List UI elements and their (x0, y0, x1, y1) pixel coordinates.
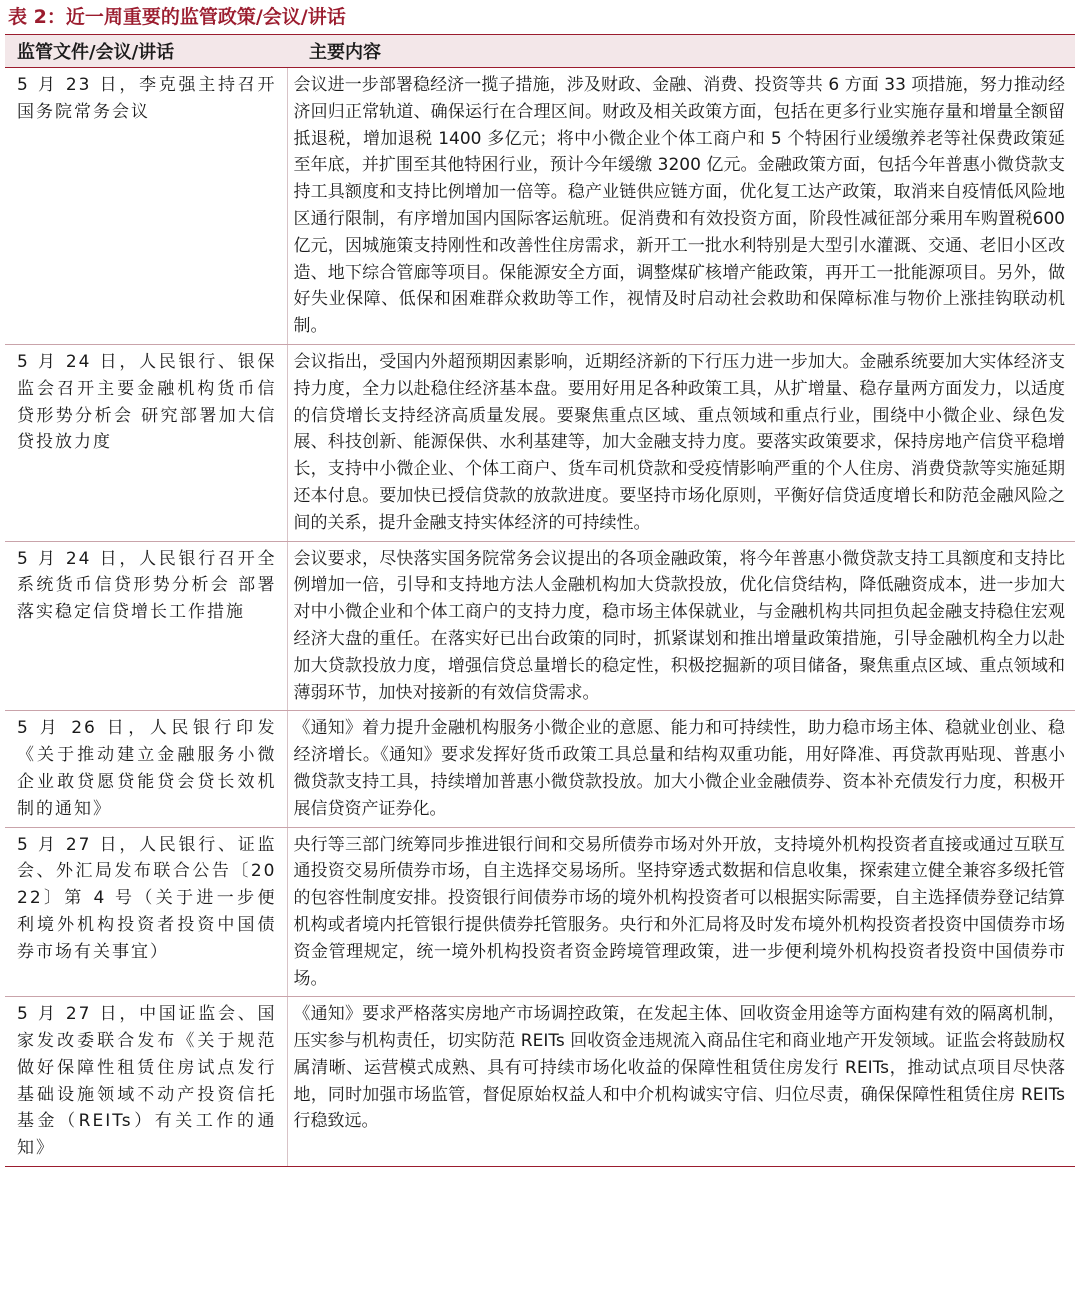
row-document: 5 月 26 日，人民银行印发《关于推动建立金融服务小微企业敢贷愿贷能贷会贷长效机制的通知》 (5, 711, 287, 827)
row-content: 《通知》要求严格落实房地产市场调控政策，在发起主体、回收资金用途等方面构建有效的隔离机制，压实参与机构责任，切实防范 REITs 回收资金违规流入商品住宅和商业地产开发领域。证监会将鼓励权属清晰、运营模式成熟、具有可持续市场化收益的保障性租赁住房发行 REITs，推动试点项目尽快落地，同时加强市场监管，督促原始权益人和中介机构诚实守信、归位尽责，确保保障性租赁住房 REITs 行稳致远。 (287, 997, 1075, 1167)
row-content: 会议指出，受国内外超预期因素影响，近期经济新的下行压力进一步加大。金融系统要加大实体经济支持力度，全力以赴稳住经济基本盘。要用好用足各种政策工具，从扩增量、稳存量两方面发力，以适度的信贷增长支持经济高质量发展。要聚焦重点区域、重点领域和重点行业，围绕中小微企业、绿色发展、科技创新、能源保供、水利基建等，加大金融支持力度。要落实政策要求，保持房地产信贷平稳增长，支持中小微企业、个体工商户、货车司机贷款和受疫情影响严重的个人住房、消费贷款等实施延期还本付息。要加快已授信贷款的放款进度。要坚持市场化原则，平衡好信贷适度增长和防范金融风险之间的关系，提升金融支持实体经济的可持续性。 (287, 344, 1075, 541)
row-content: 会议进一步部署稳经济一揽子措施，涉及财政、金融、消费、投资等共 6 方面 33 项措施，努力推动经济回归正常轨道、确保运行在合理区间。财政及相关政策方面，包括在更多行业实施存量和增量全额留抵退税，增加退税 1400 多亿元；将中小微企业个体工商户和 5 个特困行业缓缴养老等社保费政策延至年底，并扩围至其他特困行业，预计今年缓缴 3200 亿元。金融政策方面，包括今年普惠小微贷款支持工具额度和支持比例增加一倍等。稳产业链供应链方面，优化复工达产政策，取消来自疫情低风险地区通行限制，有序增加国内国际客运航班。促消费和有效投资方面，阶段性减征部分乘用车购置税600亿元，因城施策支持刚性和改善性住房需求，新开工一批水利特别是大型引水灌溉、交通、老旧小区改造、地下综合管廊等项目。保能源安全方面，调整煤矿核增产能政策，再开工一批能源项目。另外，做好失业保障、低保和困难群众救助等工作，视情及时启动社会救助和保障标准与物价上涨挂钩联动机制。 (287, 68, 1075, 345)
table-row (5, 711, 1075, 827)
row-content: 会议要求，尽快落实国务院常务会议提出的各项金融政策，将今年普惠小微贷款支持工具额度和支持比例增加一倍，引导和支持地方法人金融机构加大贷款投放，优化信贷结构，降低融资成本，进一步加大对中小微企业和个体工商户的支持力度，稳市场主体保就业，与金融机构共同担负起金融支持稳住宏观经济大盘的重任。在落实好已出台政策的同时，抓紧谋划和推出增量政策措施，引导金融机构全力以赴加大贷款投放力度，增强信贷总量增长的稳定性，积极挖掘新的项目储备，聚焦重点区域、重点领域和薄弱环节，加快对接新的有效信贷需求。 (287, 541, 1075, 711)
table-row (5, 997, 1075, 1167)
column-header-document: 监管文件/会议/讲话 (5, 35, 287, 68)
table-row (5, 344, 1075, 541)
row-document: 5 月 23 日，李克强主持召开国务院常务会议 (5, 68, 287, 345)
row-document: 5 月 27 日，中国证监会、国家发改委联合发布《关于规范做好保障性租赁住房试点发行基础设施领域不动产投资信托基金（REITs）有关工作的通知》 (5, 997, 287, 1167)
table-header-row (5, 35, 1075, 68)
table-title: 表 2：近一周重要的监管政策/会议/讲话 (8, 6, 346, 28)
table-row (5, 827, 1075, 997)
policy-table (5, 34, 1075, 1167)
row-document: 5 月 27 日，人民银行、证监会、外汇局发布联合公告〔2022〕第 4 号（关于进一步便利境外机构投资者投资中国债券市场有关事宜） (5, 827, 287, 997)
table-row (5, 541, 1075, 711)
row-content: 央行等三部门统筹同步推进银行间和交易所债券市场对外开放，支持境外机构投资者直接或通过互联互通投资交易所债券市场，自主选择交易场所。坚持穿透式数据和信息收集，探索建立健全兼容多级托管的包容性制度安排。投资银行间债券市场的境外机构投资者可以根据实际需要，自主选择债券登记结算机构或者境内托管银行提供债券托管服务。央行和外汇局将及时发布境外机构投资者投资中国债券市场资金管理规定，统一境外机构投资者资金跨境管理政策，进一步便利境外机构投资者投资中国债券市场。 (287, 827, 1075, 997)
row-content: 《通知》着力提升金融机构服务小微企业的意愿、能力和可持续性，助力稳市场主体、稳就业创业、稳经济增长。《通知》要求发挥好货币政策工具总量和结构双重功能，用好降准、再贷款再贴现、普惠小微贷款支持工具，持续增加普惠小微贷款投放。加大小微企业金融债券、资本补充债发行力度，积极开展信贷资产证券化。 (287, 711, 1075, 827)
row-document: 5 月 24 日，人民银行召开全系统货币信贷形势分析会 部署落实稳定信贷增长工作措施 (5, 541, 287, 711)
table-row (5, 68, 1075, 345)
column-header-content: 主要内容 (287, 35, 1075, 68)
row-document: 5 月 24 日，人民银行、银保监会召开主要金融机构货币信贷形势分析会 研究部署加大信贷投放力度 (5, 344, 287, 541)
